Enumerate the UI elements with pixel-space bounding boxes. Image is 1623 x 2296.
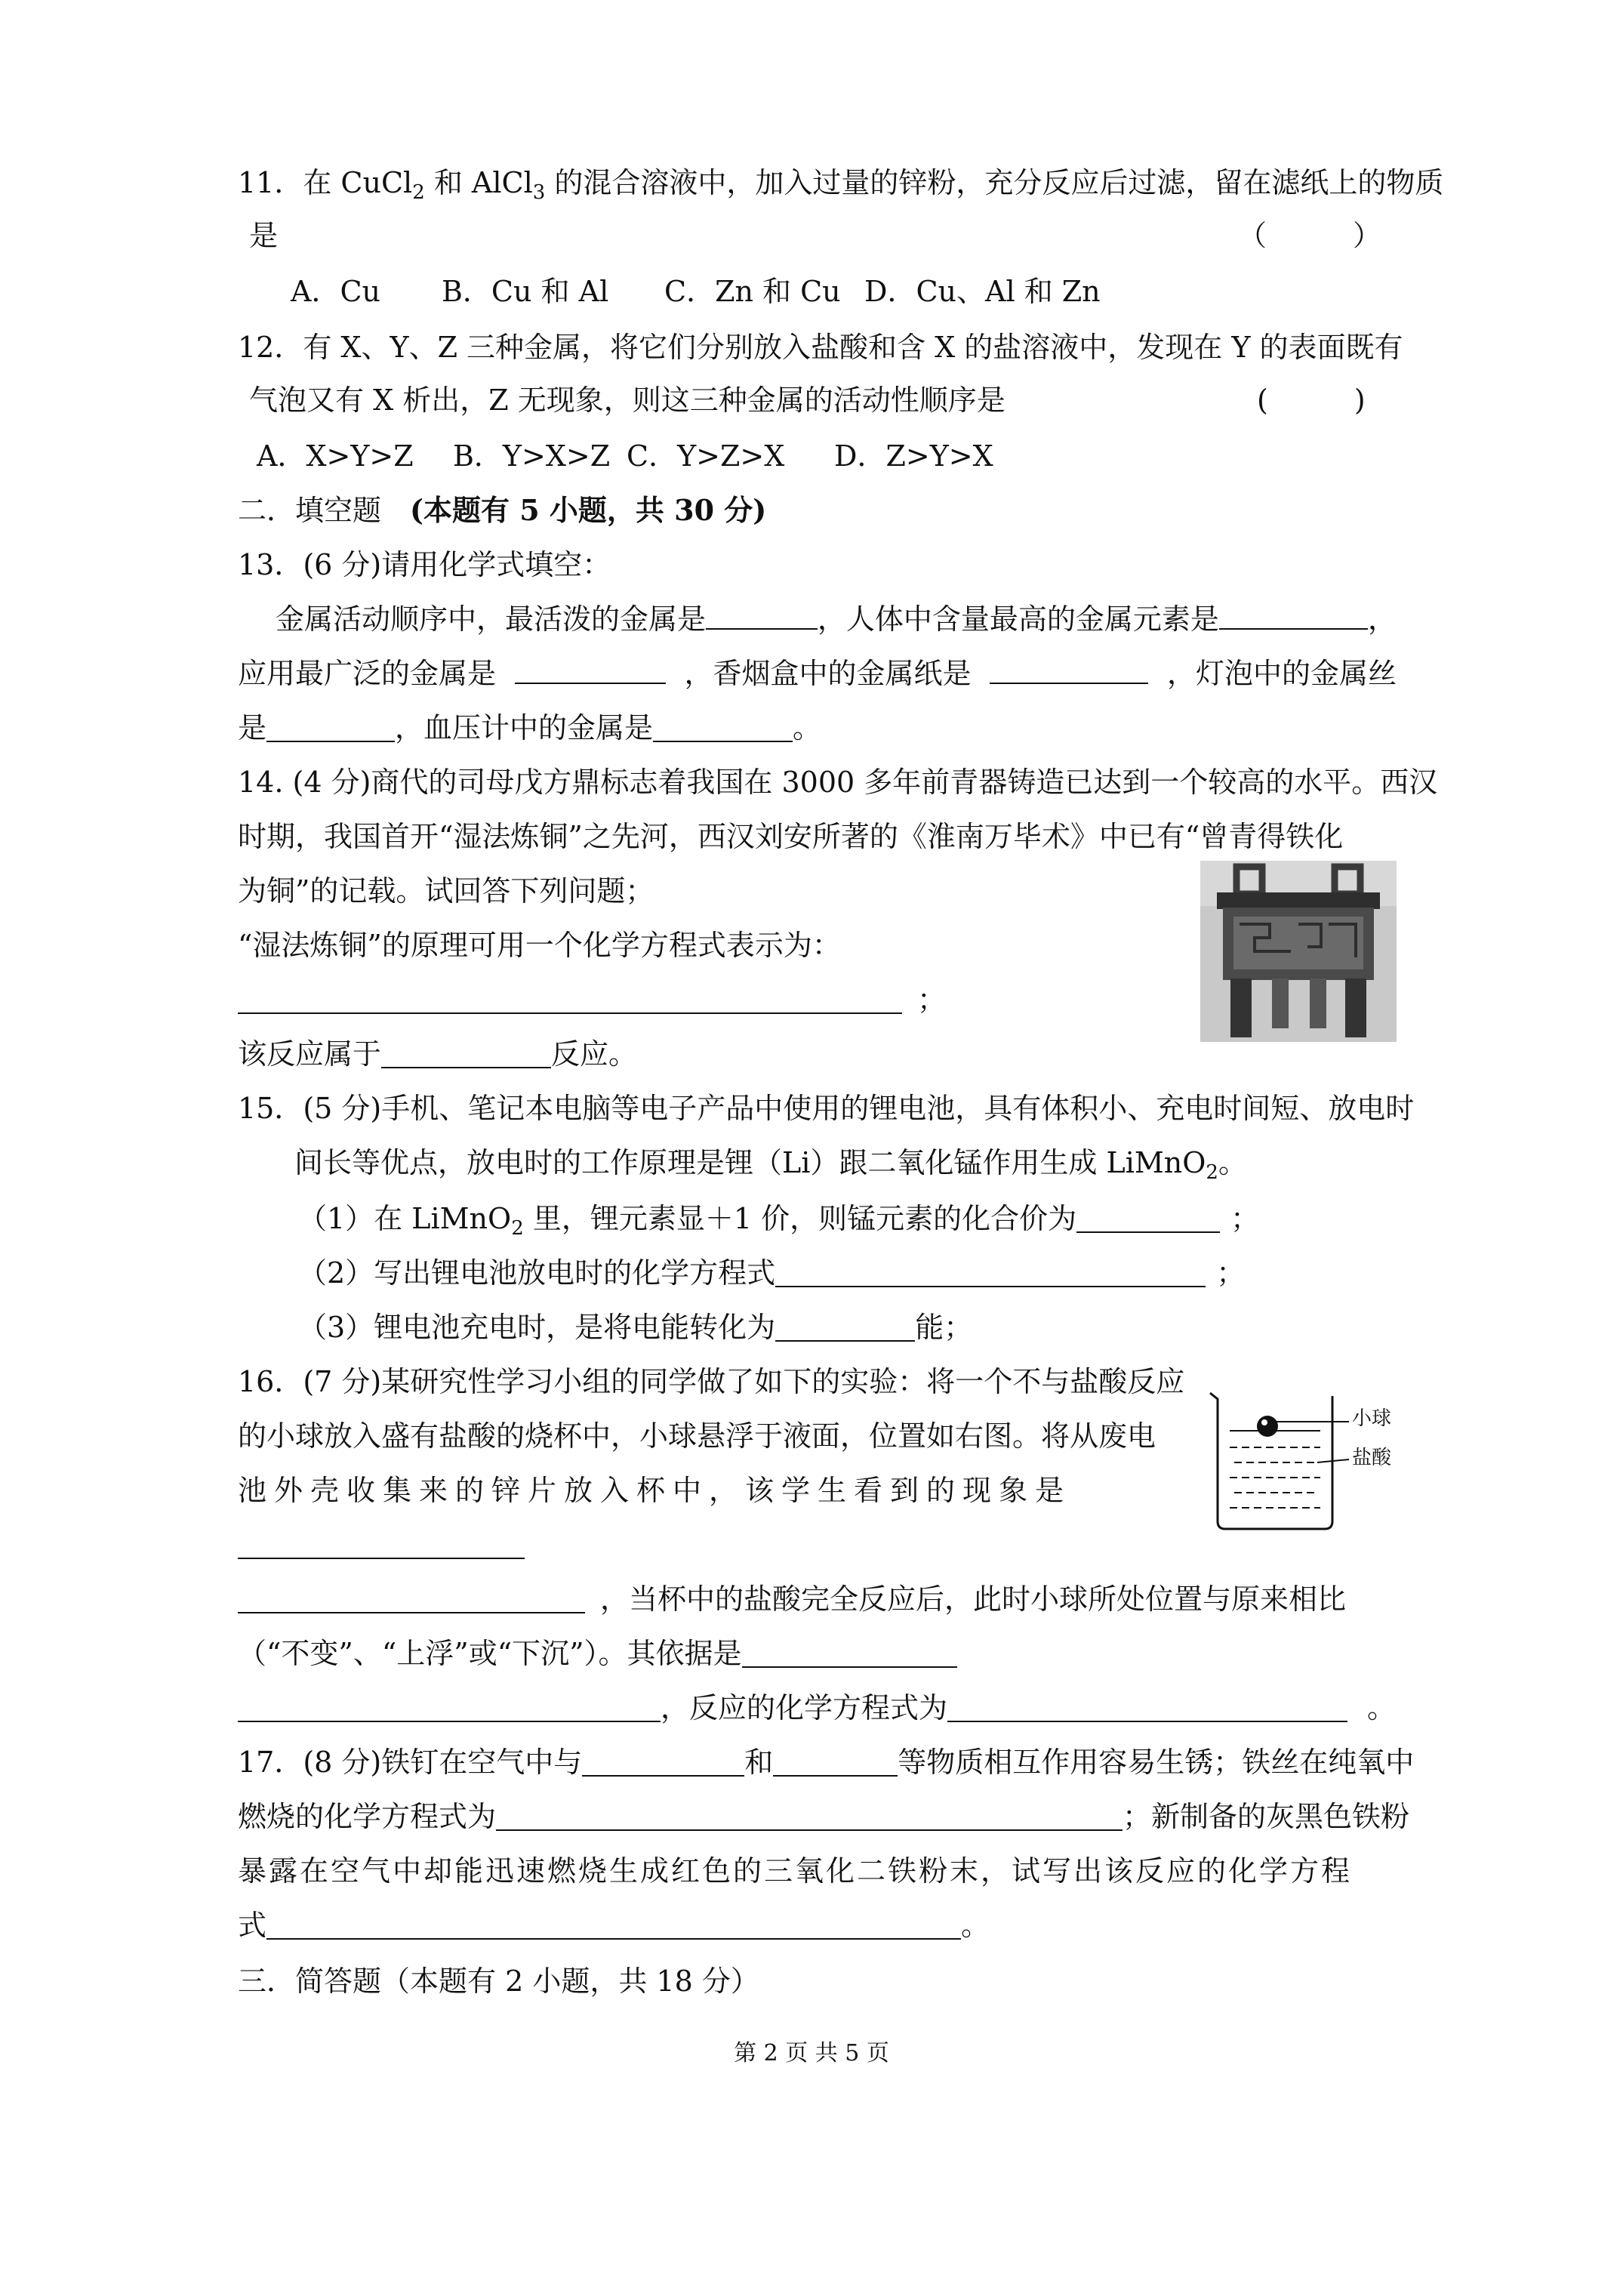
q14-line1: 14. (4 分)商代的司母戊方鼎标志着我国在 3000 多年前青器铸造已达到一个较高的水平。西汉 (238, 766, 1438, 799)
q11-line2: 是 (249, 219, 279, 252)
page-footer: 第 2 页 共 5 页 (734, 2040, 889, 2066)
q11-option-c[interactable]: C．Zn 和 Cu (664, 275, 841, 308)
q12-option-d[interactable]: D．Z>Y>X (834, 439, 993, 473)
q15-blank-energy-form[interactable] (775, 1313, 915, 1342)
section-3-heading: 三．简答题（本题有 2 小题，共 18 分） (238, 1965, 759, 1998)
q16-blank-phenomenon-1[interactable] (238, 1530, 525, 1559)
q16-line3: 池外壳收集来的锌片放入杯中，该学生看到的现象是 (238, 1474, 1072, 1507)
q13-line4: 是 ，血压计中的金属是 。 (238, 711, 822, 744)
q13-blank-body-metal[interactable] (1219, 601, 1368, 630)
q17-blank-substance-2[interactable] (773, 1748, 898, 1777)
q13-blank-bulb-filament[interactable] (266, 713, 395, 742)
q14-line5: ； (238, 982, 946, 1018)
q17-line1: 17．(8 分)铁钉在空气中与 和 等物质相互作用容易生锈；铁丝在纯氧中 (238, 1746, 1415, 1779)
q13-line2: 金属活动顺序中，最活泼的金属是 ，人体中含量最高的金属元素是 ， (276, 603, 1397, 636)
beaker-diagram (1204, 1378, 1408, 1536)
q17-line4: 式 。 (238, 1909, 990, 1942)
q14-line4: “湿法炼铜”的原理可用一个化学方程式表示为： (238, 929, 841, 962)
q14-line2: 时期，我国首开“湿法炼铜”之先河，西汉刘安所著的《淮南万毕术》中已有“曾青得铁化 (238, 820, 1344, 853)
beaker-label-ball: 小球 (1352, 1407, 1392, 1430)
q15-blank-discharge-equation[interactable] (775, 1259, 1206, 1287)
q12-line1: 12．有 X、Y、Z 三种金属，将它们分别放入盐酸和含 X 的盐溶液中，发现在 Y 的表面既有 (238, 331, 1403, 364)
q17-blank-iron-powder-equation[interactable] (266, 1911, 961, 1940)
q13-line3: 应用最广泛的金属是 ，香烟盒中的金属纸是 ，灯泡中的金属丝 (238, 657, 1397, 690)
q14-line3: 为铜”的记载。试回答下列问题； (238, 874, 654, 908)
q15-part2: （2）写出锂电池放电时的化学方程式 ； (298, 1256, 1246, 1290)
q11-option-d[interactable]: D．Cu、Al 和 Zn (864, 275, 1101, 308)
q16-line2: 的小球放入盛有盐酸的烧杯中，小球悬浮于液面，位置如右图。将从废电 (238, 1419, 1156, 1453)
q16-blank-basis-2[interactable] (238, 1693, 661, 1722)
q16-line1: 16．(7 分)某研究性学习小组的同学做了如下的实验：将一个不与盐酸反应 (238, 1365, 1185, 1398)
q14-blank-equation[interactable] (238, 985, 902, 1014)
beaker-label-acid: 盐酸 (1352, 1447, 1392, 1469)
q13-blank-most-active-metal[interactable] (706, 601, 818, 630)
q15-line1: 15．(5 分)手机、笔记本电脑等电子产品中使用的锂电池，具有体积小、充电时间短、放电时 (238, 1092, 1415, 1125)
q17-blank-iron-oxygen-equation[interactable] (496, 1802, 1123, 1831)
q12-option-b[interactable]: B．Y>X>Z (453, 439, 611, 473)
q16-blank-equation[interactable] (947, 1693, 1347, 1722)
q16-line6: （“不变”、“上浮”或“下沉”）。其依据是 (238, 1635, 957, 1672)
q16-line5: ，当杯中的盐酸完全反应后，此时小球所处位置与原来相比 (238, 1581, 1346, 1617)
q13-blank-sphygmomanometer[interactable] (653, 713, 793, 742)
q15-part3: （3）锂电池充电时，是将电能转化为 能； (298, 1311, 973, 1344)
q13-blank-cigarette-foil[interactable] (990, 655, 1148, 684)
q12-option-a[interactable]: A．X>Y>Z (257, 439, 414, 473)
q11-option-a[interactable]: A．Cu (291, 275, 380, 308)
q16-blank-basis-1[interactable] (742, 1639, 957, 1668)
q15-line2: 间长等优点，放电时的工作原理是锂（Li）跟二氧化锰作用生成 LiMnO$_2$。 (294, 1146, 1247, 1184)
q13-blank-widest-used-metal[interactable] (515, 655, 666, 684)
q17-line3: 暴露在空气中却能迅速燃烧生成红色的三氧化二铁粉末，试写出该反应的化学方程 (238, 1854, 1353, 1888)
q16-blank-phenomenon-2[interactable] (238, 1585, 585, 1613)
q17-blank-substance-1[interactable] (582, 1748, 744, 1777)
q15-blank-mn-valence[interactable] (1076, 1204, 1220, 1233)
q14-line6: 该反应属于 反应。 (238, 1037, 638, 1071)
q17-line2: 燃烧的化学方程式为 ；新制备的灰黑色铁粉 (238, 1800, 1410, 1833)
q16-line7: ，反应的化学方程式为 。 (238, 1690, 1396, 1726)
section-2-heading: 二．填空题 (本题有 5 小题，共 30 分) (238, 493, 767, 527)
q12-option-c[interactable]: C．Y>Z>X (627, 439, 785, 473)
bronze-ding-photo (1200, 861, 1397, 1042)
q13-line1: 13．(6 分)请用化学式填空： (238, 548, 611, 581)
q12-line2: 气泡又有 X 析出，Z 无现象，则这三种金属的活动性顺序是 (249, 384, 1006, 417)
q12-answer-bracket[interactable]: ( ) (1257, 384, 1366, 417)
q11-answer-bracket[interactable]: （ ） (1238, 219, 1382, 252)
q11-option-b[interactable]: B．Cu 和 Al (442, 275, 609, 308)
q11-line1: 11．在 CuCl$_2$ 和 AlCl$_3$ 的混合溶液中，加入过量的锌粉，充分反应后过滤，留在滤纸上的物质 (238, 166, 1444, 204)
q16-line4 (238, 1527, 525, 1563)
q14-blank-reaction-type[interactable] (381, 1040, 551, 1068)
q15-part1: （1）在 LiMnO$_2$ 里，锂元素显＋1 价，则锰元素的化合价为 ； (298, 1202, 1260, 1240)
